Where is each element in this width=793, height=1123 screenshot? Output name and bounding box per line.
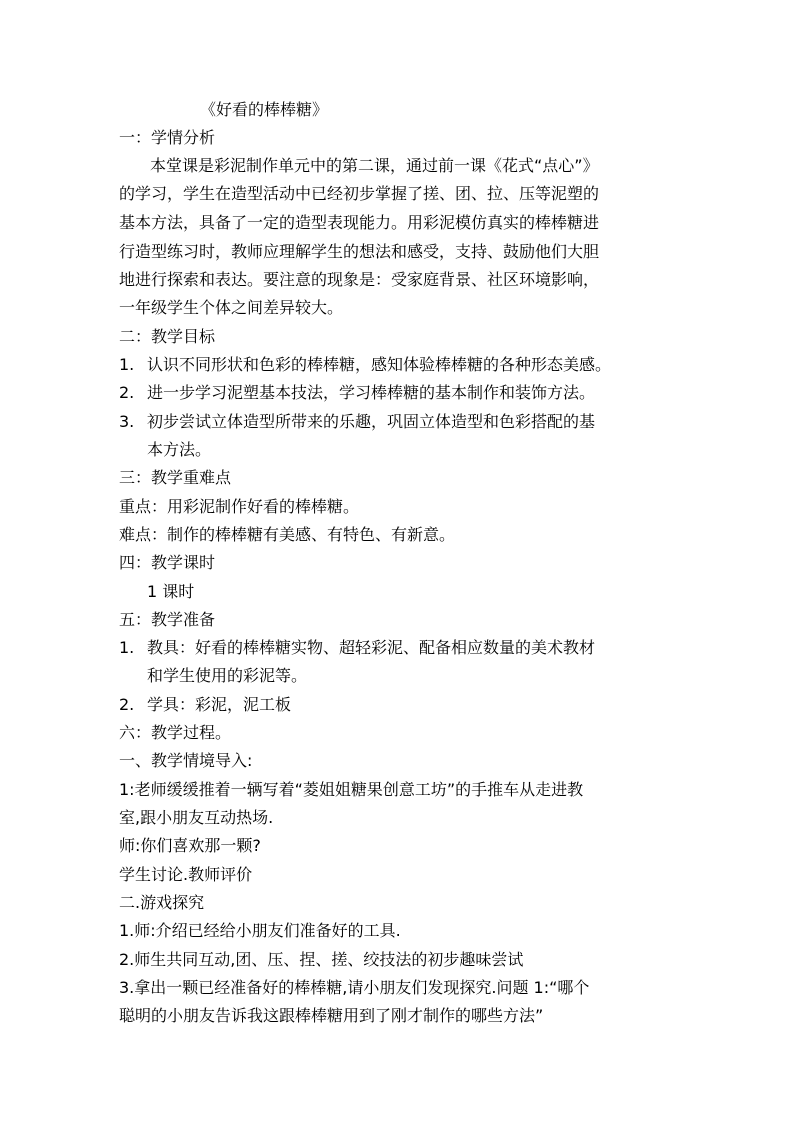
paragraph-line: 基本方法，具备了一定的造型表现能力。用彩泥模仿真实的棒棒糖进 (119, 213, 600, 232)
document-title: 《好看的棒棒糖》 (200, 100, 329, 119)
section-heading-process: 六：教学过程。 (119, 723, 232, 742)
list-number: 1. (119, 638, 135, 657)
paragraph-line: 师:你们喜欢那一颗? (119, 836, 261, 855)
list-item (119, 412, 689, 432)
list-item-continuation: 和学生使用的彩泥等。 (147, 666, 308, 685)
paragraph-line: 一年级学生个体之间差异较大。 (119, 298, 344, 317)
paragraph-line: 的学习，学生在造型活动中已经初步掌握了搓、团、拉、压等泥塑的 (119, 184, 600, 203)
list-item-continuation: 本方法。 (147, 440, 212, 459)
section-heading-goals: 二：教学目标 (119, 327, 216, 346)
paragraph-line: 学生讨论.教师评价 (119, 865, 253, 884)
list-text: 初步尝试立体造型所带来的乐趣，巩固立体造型和色彩搭配的基 (147, 412, 596, 431)
paragraph-line: 3.拿出一颗已经准备好的棒棒糖,请小朋友们发现探究.问题 1:“哪个 (119, 978, 590, 997)
class-hours: 1 课时 (147, 582, 195, 601)
list-number: 2. (119, 695, 135, 714)
list-text: 学具：彩泥，泥工板 (147, 695, 292, 714)
paragraph-line: 地进行探索和表达。要注意的现象是：受家庭背景、社区环境影响， (119, 270, 600, 289)
paragraph-line: 1.师:介绍已经给小朋友们准备好的工具. (119, 921, 401, 940)
difficult-point: 难点：制作的棒棒糖有美感、有特色、有新意。 (119, 525, 456, 544)
section-heading-analysis: 一：学情分析 (119, 128, 216, 147)
paragraph-line: 室,跟小朋友互动热场. (119, 808, 274, 827)
paragraph-line: 聪明的小朋友告诉我这跟棒棒糖用到了刚才制作的哪些方法” (119, 1006, 544, 1025)
paragraph-line: 1:老师缓缓推着一辆写着“菱姐姐糖果创意工坊”的手推车从走进教 (119, 780, 584, 799)
key-point: 重点：用彩泥制作好看的棒棒糖。 (119, 497, 360, 516)
list-item (119, 383, 689, 403)
paragraph-line: 2.师生共同互动,团、压、捏、搓、绞技法的初步趣味尝试 (119, 950, 524, 969)
subsection-heading: 一、教学情境导入: (119, 751, 253, 770)
list-text: 认识不同形状和色彩的棒棒糖，感知体验棒棒糖的各种形态美感。 (147, 355, 612, 374)
section-heading-hours: 四：教学课时 (119, 553, 216, 572)
paragraph-line: 本堂课是彩泥制作单元中的第二课，通过前一课《花式“点心”》 (150, 156, 599, 175)
list-number: 2. (119, 383, 135, 402)
list-text: 进一步学习泥塑基本技法，学习棒棒糖的基本制作和装饰方法。 (147, 383, 596, 402)
list-number: 1. (119, 355, 135, 374)
list-item (119, 695, 689, 715)
paragraph-line: 行造型练习时，教师应理解学生的想法和感受，支持、鼓励他们大胆 (119, 242, 600, 261)
list-text: 教具：好看的棒棒糖实物、超轻彩泥、配备相应数量的美术教材 (147, 638, 596, 657)
section-heading-key-points: 三：教学重难点 (119, 468, 232, 487)
list-number: 3. (119, 412, 135, 431)
section-heading-preparation: 五：教学准备 (119, 610, 216, 629)
subsection-heading: 二.游戏探究 (119, 893, 205, 912)
list-item (119, 638, 689, 658)
list-item (119, 355, 689, 375)
